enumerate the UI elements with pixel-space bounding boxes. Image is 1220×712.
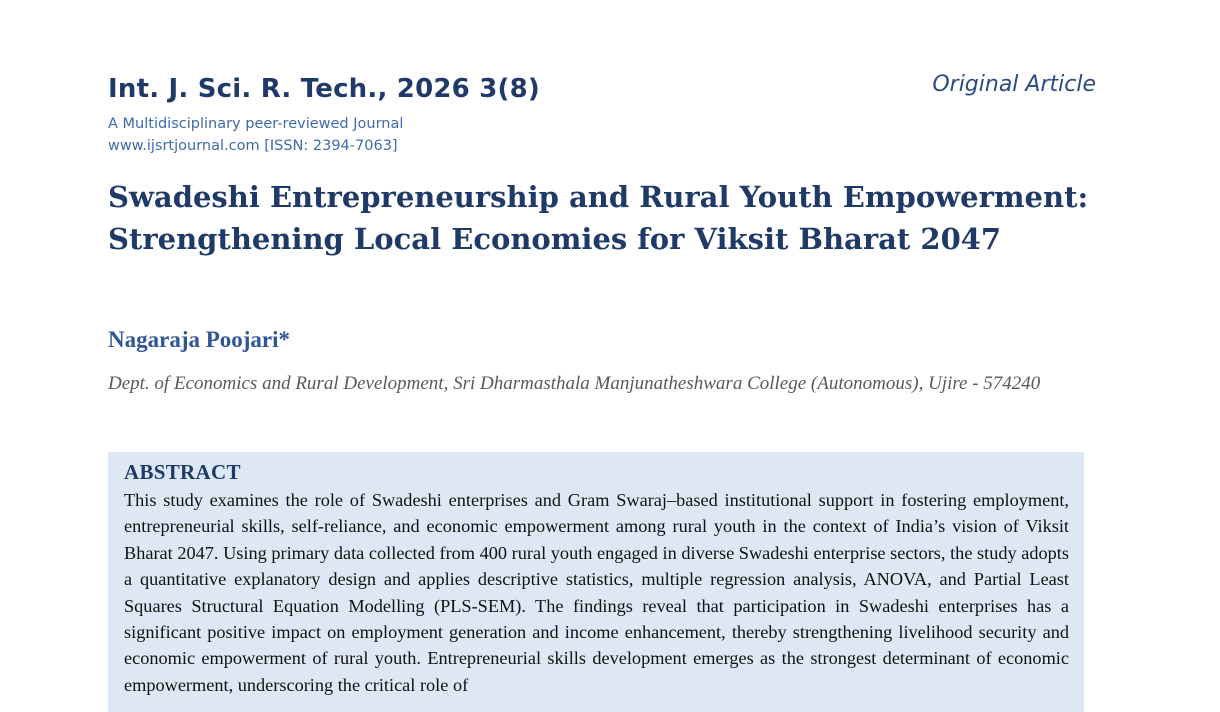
paper-title: Swadeshi Entrepreneurship and Rural Youth Empowerment: Strengthening Local Economies for Viksit Bharat 2047: [108, 180, 1089, 256]
journal-info: [108, 113, 403, 157]
abstract-text: This study examines the role of Swadeshi enterprises and Gram Swaraj–based institutional support in fostering employment, entrepreneurial skills, self-reliance, and economic empowerment among rural youth in the context of India’s vision of Viksit Bharat 2047. Using primary data collected from 400 rural youth engaged in diverse Swadeshi enterprise sectors, the study adopts a quantitative explanatory design and applies descriptive statistics, multiple regression analysis, ANOVA, and Partial Least Squares Structural Equation Modelling (PLS-SEM). The findings reveal that participation in Swadeshi enterprises has a significant positive impact on employment generation and income enhancement, thereby strengthening livelihood security and economic empowerment of rural youth. Entrepreneurial skills development emerges as the strongest determinant of economic empowerment, underscoring the critical role of: [124, 490, 1069, 695]
article-type-label: Original Article: [932, 72, 1096, 97]
journal-title: Int. J. Sci. R. Tech., 2026 3(8): [108, 74, 540, 104]
journal-site-issn: www.ijsrtjournal.com [ISSN: 2394-7063]: [108, 138, 398, 154]
journal-subtitle: A Multidisciplinary peer-reviewed Journal: [108, 116, 404, 132]
abstract-heading: ABSTRACT: [124, 460, 241, 484]
abstract-section: [108, 452, 1084, 712]
author-affiliation: Dept. of Economics and Rural Development, Sri Dharmasthala Manjunatheshwara College (Autonomous), Ujire - 574240: [108, 373, 1041, 394]
author-name: Nagaraja Poojari*: [108, 327, 291, 352]
